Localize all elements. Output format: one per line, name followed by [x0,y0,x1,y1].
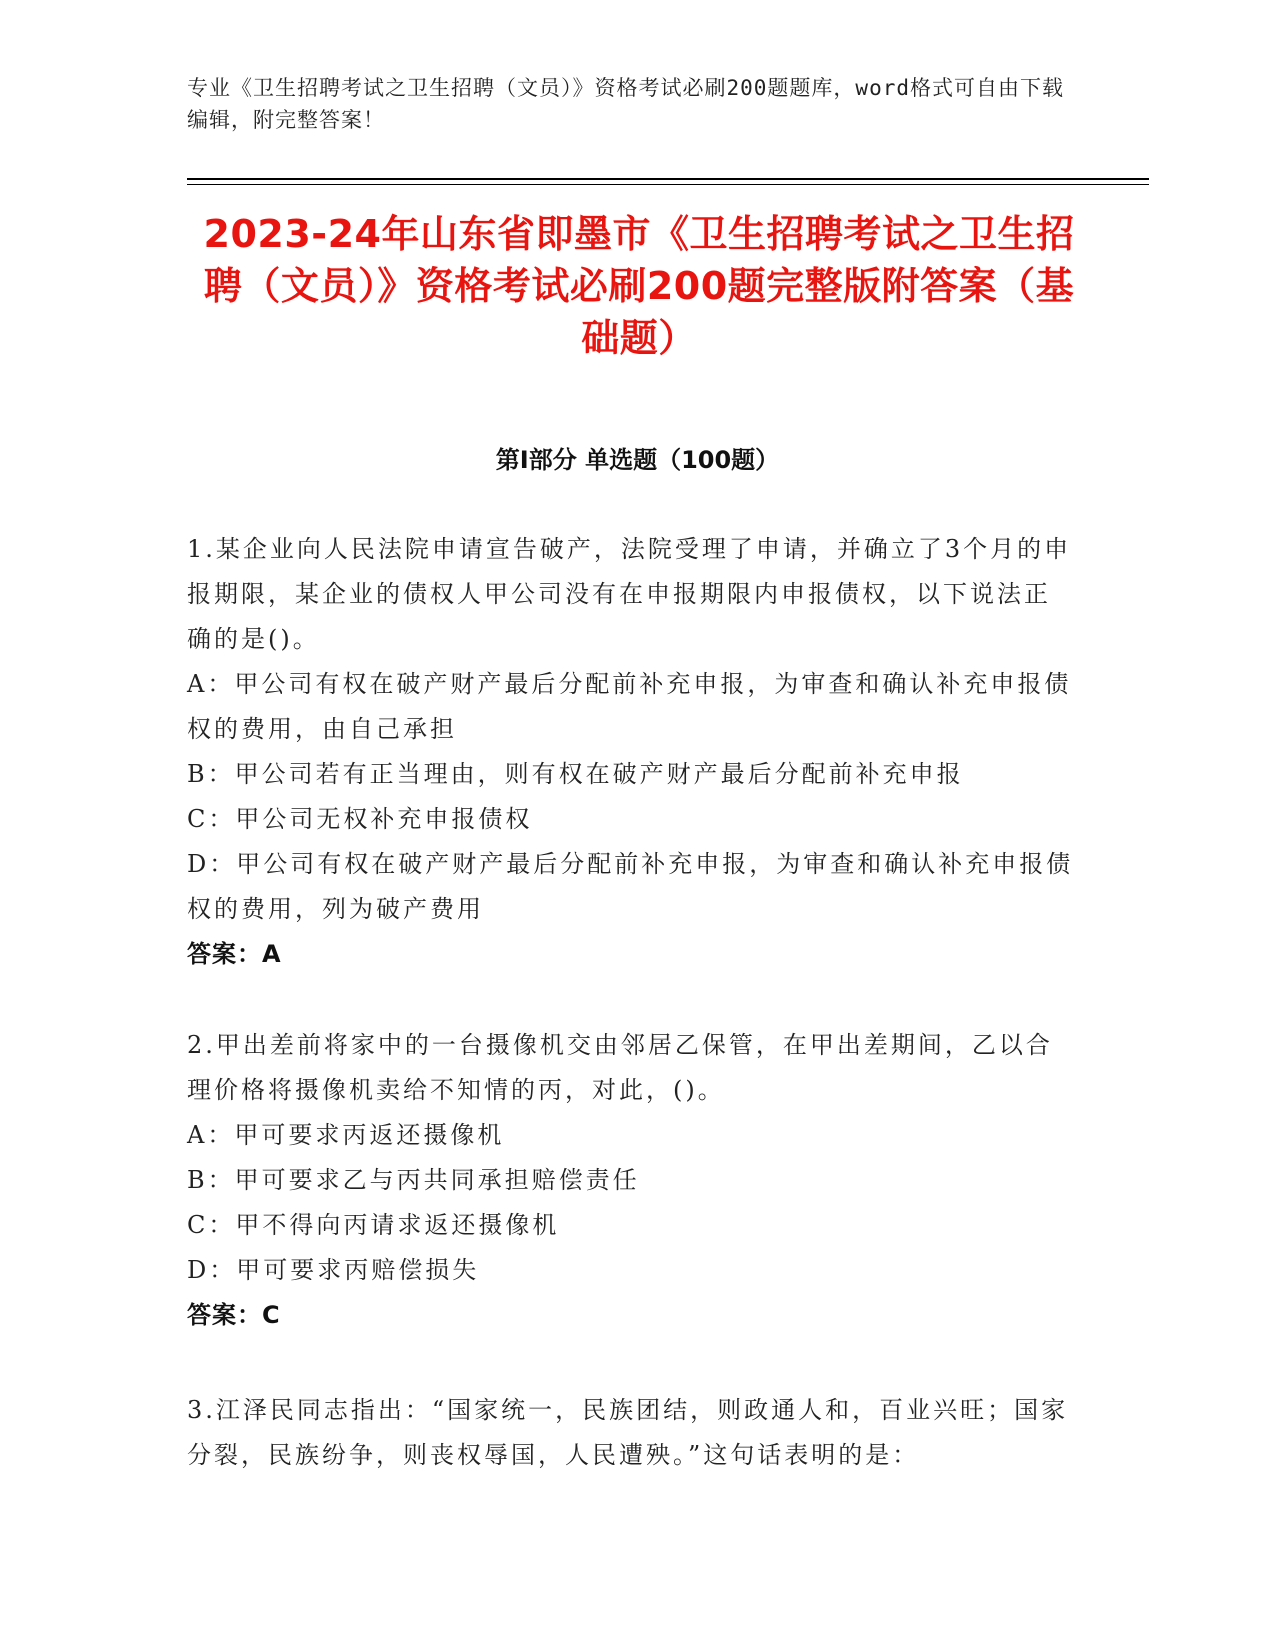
document-title: 2023-24年山东省即墨市《卫生招聘考试之卫生招聘（文员）》资格考试必刷200题完整版附答案（基础题） [203,212,1075,360]
answer-label: 答案：C [187,1301,281,1329]
header-divider-thin [187,184,1149,185]
question-3 [187,1388,1077,1478]
question-stem: 1.某企业向人民法院申请宣告破产，法院受理了申请，并确立了3个月的申报期限，某企业的债权人甲公司没有在申报期限内申报债权，以下说法正确的是()。 [187,535,1072,653]
option-a: A：甲可要求丙返还摄像机 [187,1121,505,1149]
section-title: 第Ⅰ部分 单选题（100题） [495,446,780,474]
header-note: 专业《卫生招聘考试之卫生招聘（文员）》资格考试必刷200题题库，word格式可自由下载编辑，附完整答案！ [187,76,1064,132]
option-c: C：甲公司无权补充申报债权 [187,805,533,833]
question-stem: 2.甲出差前将家中的一台摄像机交由邻居乙保管，在甲出差期间，乙以合理价格将摄像机卖给不知情的丙，对此，()。 [187,1031,1053,1104]
option-b: B：甲公司若有正当理由，则有权在破产财产最后分配前补充申报 [187,760,964,788]
question-stem: 3.江泽民同志指出：“国家统一，民族团结，则政通人和，百业兴旺；国家分裂，民族纷争，则丧权辱国，人民遭殃。”这句话表明的是： [187,1396,1069,1469]
option-d: D：甲可要求丙赔偿损失 [187,1256,480,1284]
option-a: A：甲公司有权在破产财产最后分配前补充申报，为审查和确认补充申报债权的费用，由自己承担 [187,670,1072,743]
question-2 [187,1023,1077,1338]
option-b: B：甲可要求乙与丙共同承担赔偿责任 [187,1166,640,1194]
answer-label: 答案：A [187,940,282,968]
question-1 [187,527,1077,977]
option-c: C：甲不得向丙请求返还摄像机 [187,1211,560,1239]
option-d: D：甲公司有权在破产财产最后分配前补充申报，为审查和确认补充申报债权的费用，列为破产费用 [187,850,1074,923]
header-divider-thick [187,178,1149,180]
